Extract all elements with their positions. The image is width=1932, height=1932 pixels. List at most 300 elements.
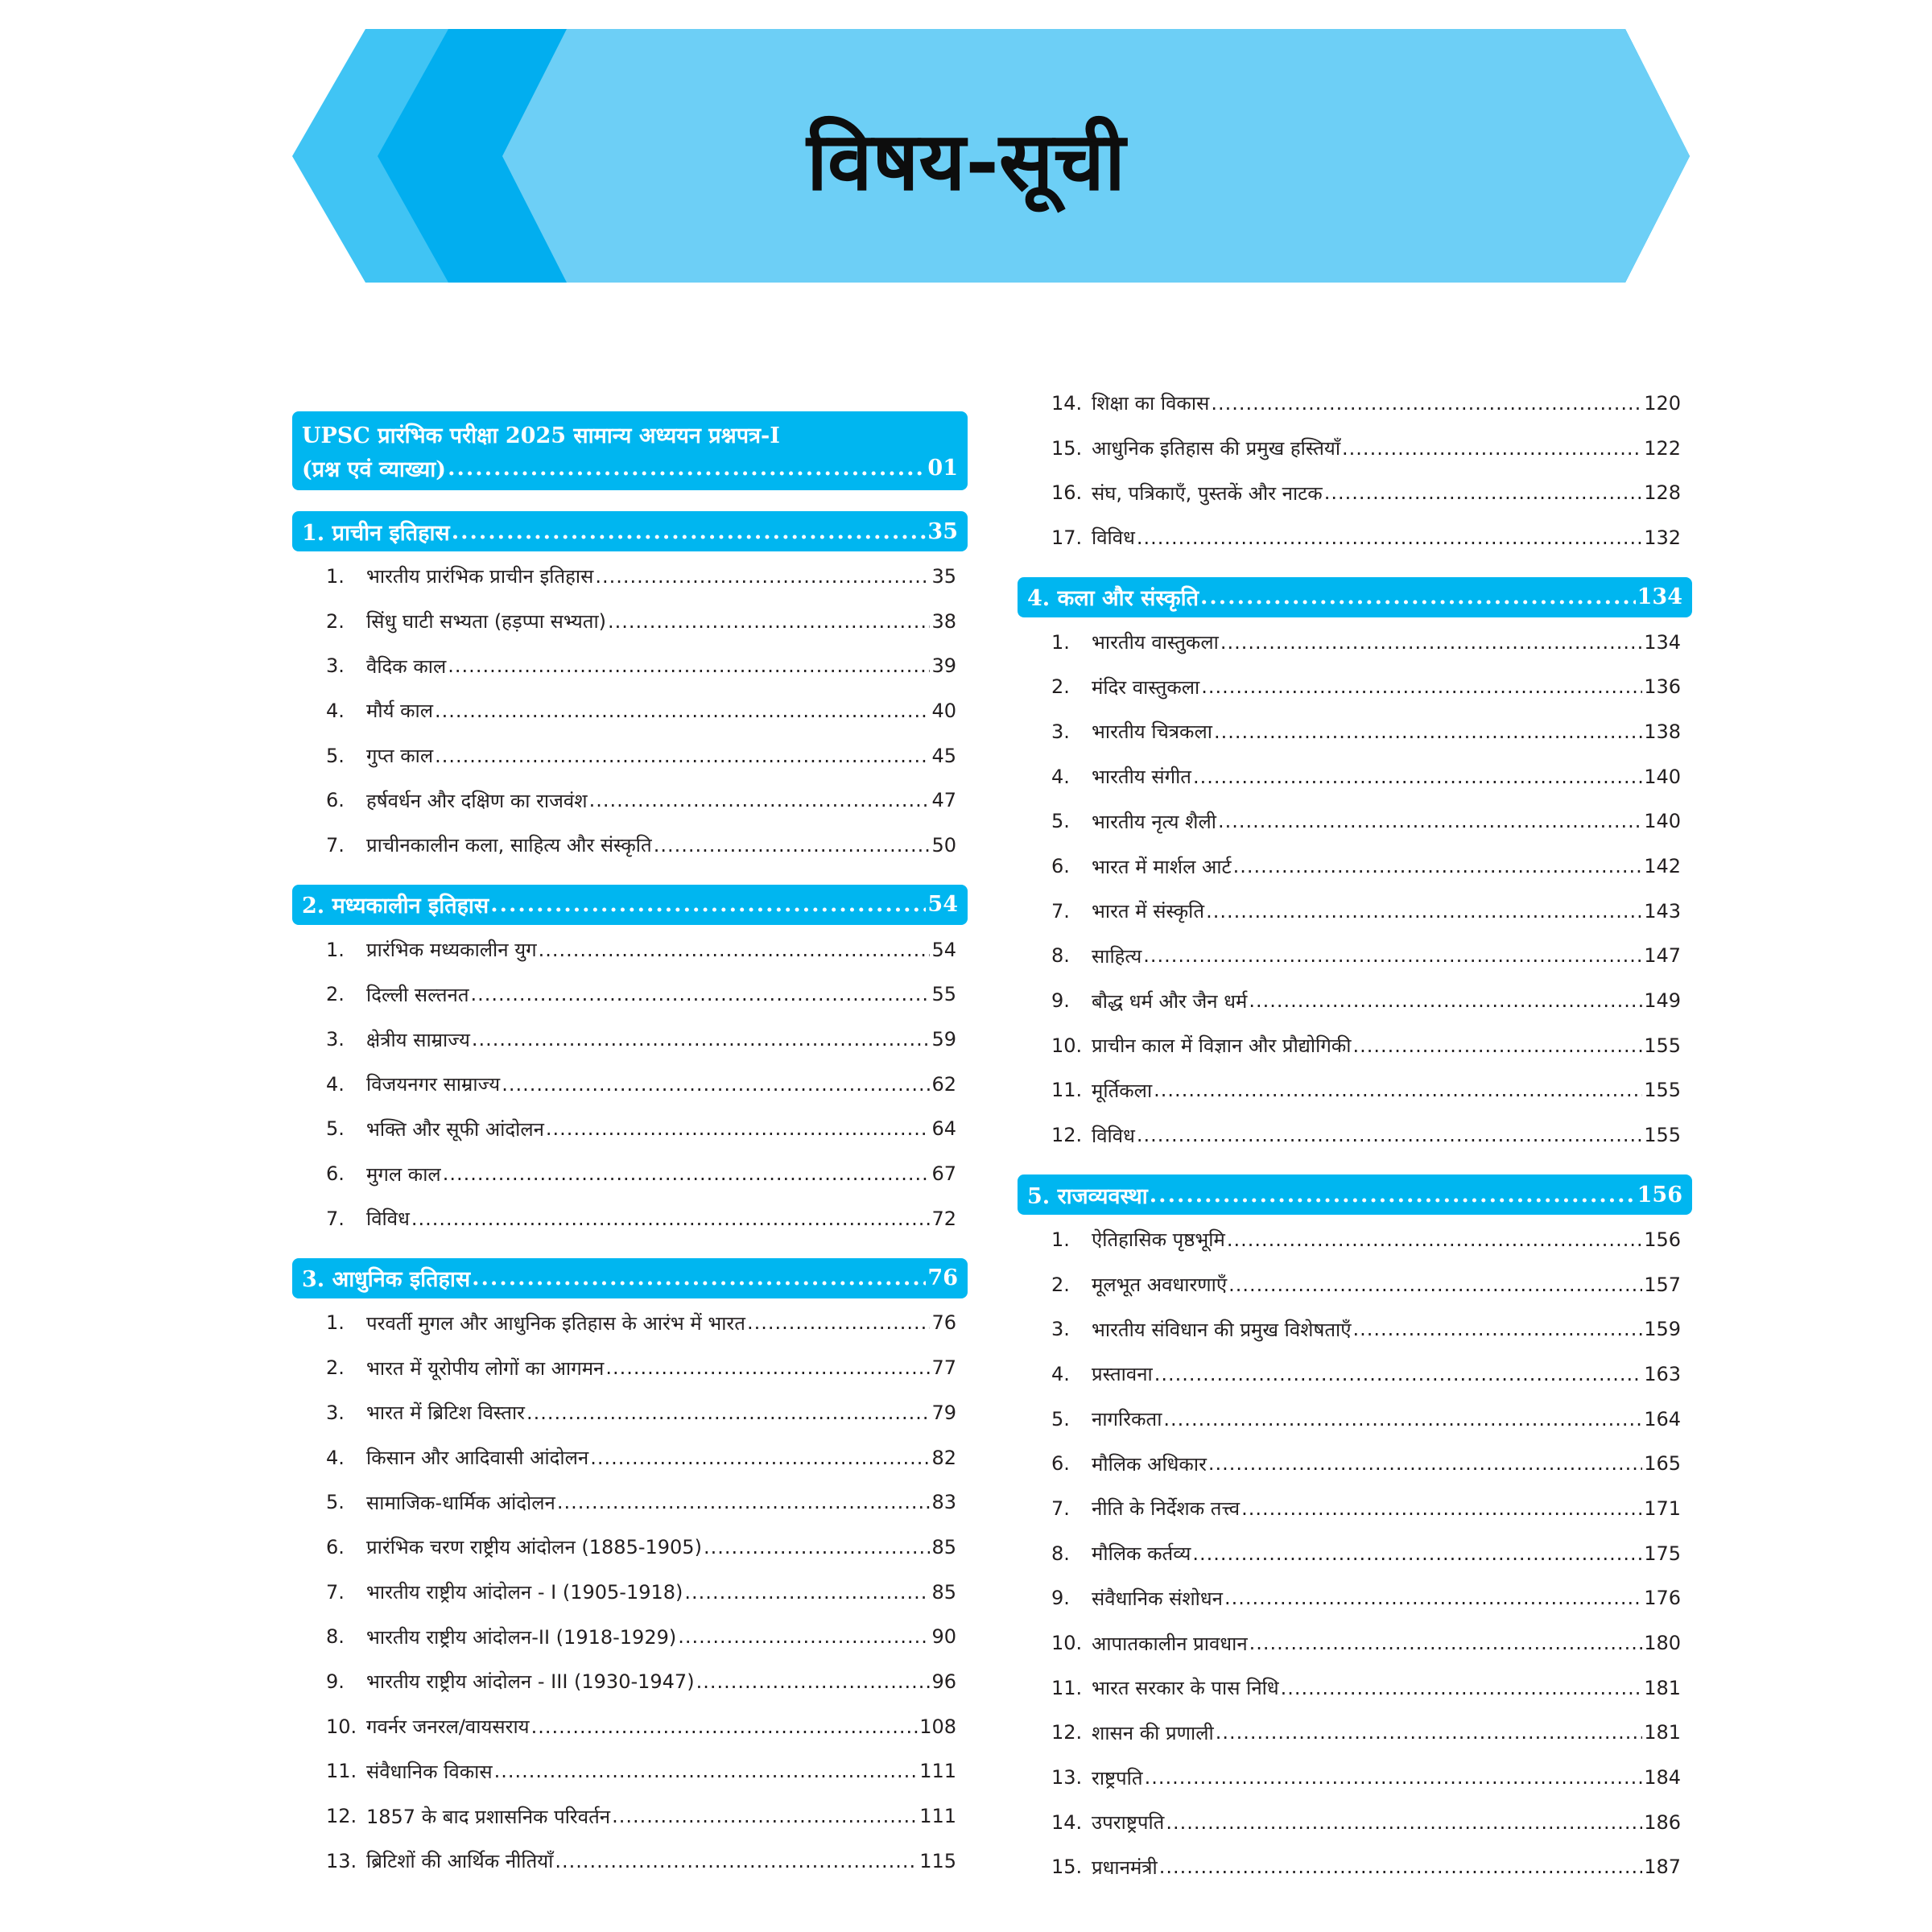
entry-number: 6. [326, 789, 345, 812]
section-heading-bar[interactable] [292, 1258, 968, 1298]
entry-page: 50 [931, 833, 956, 857]
leader-dots [1137, 1124, 1642, 1146]
entry-number: 7. [326, 833, 345, 857]
entry-number: 16. [1051, 481, 1083, 505]
entry-title: मूलभूत अवधारणाएँ [1092, 1274, 1228, 1297]
entry-number: 2. [326, 1356, 345, 1380]
leader-dots [1218, 810, 1642, 832]
entry-number: 3. [1051, 720, 1070, 743]
entry-page: 59 [931, 1028, 956, 1051]
toc-entry[interactable] [1018, 381, 1692, 426]
entry-title: मंदिर वास्तुकला [1092, 675, 1200, 699]
toc-entry[interactable] [1018, 1217, 1692, 1262]
toc-entry[interactable] [1018, 1576, 1692, 1621]
entry-page: 45 [931, 744, 956, 767]
entry-number: 6. [1051, 1452, 1070, 1476]
leader-dots [1192, 1542, 1642, 1565]
entry-title: भारतीय संगीत [1092, 766, 1191, 789]
entry-page: 115 [919, 1849, 956, 1872]
toc-entry[interactable] [1018, 1800, 1692, 1845]
toc-entry[interactable] [292, 1794, 968, 1839]
toc-entry[interactable] [292, 1345, 968, 1390]
leader-dots [1159, 1856, 1642, 1878]
entry-page: 186 [1644, 1810, 1681, 1834]
section-page: 156 [1637, 1182, 1682, 1208]
entry-title: प्रधानमंत्री [1092, 1856, 1158, 1879]
toc-entry[interactable] [292, 1062, 968, 1107]
entry-number: 5. [326, 744, 345, 767]
entry-title: क्षेत्रीय साम्राज्य [366, 1028, 470, 1051]
leader-dots [704, 1536, 931, 1558]
entry-title: भारत में यूरोपीय लोगों का आगमन [366, 1356, 605, 1380]
section-page: 35 [927, 518, 958, 544]
entry-page: 143 [1644, 899, 1681, 923]
toc-entry[interactable] [1018, 1352, 1692, 1397]
section-page: 54 [927, 892, 958, 918]
leader-dots [1154, 1363, 1642, 1385]
leader-dots [472, 1265, 926, 1290]
entry-title: विविध [1092, 526, 1135, 550]
entry-title: आधुनिक इतिहास की प्रमुख हस्तियाँ [1092, 437, 1341, 460]
toc-entry[interactable] [292, 599, 968, 644]
entry-page: 76 [931, 1311, 956, 1335]
leader-dots [1342, 437, 1642, 460]
leader-dots [1227, 1228, 1642, 1251]
toc-entry[interactable] [1018, 1262, 1692, 1307]
entry-page: 142 [1644, 855, 1681, 878]
section-page: 76 [927, 1265, 958, 1291]
toc-entry[interactable] [1018, 799, 1692, 844]
entry-title: मुगल काल [366, 1162, 441, 1186]
entry-number: 13. [326, 1849, 357, 1872]
entry-page: 149 [1644, 989, 1681, 1013]
entry-page: 35 [931, 564, 956, 588]
entry-number: 15. [1051, 436, 1083, 460]
intro-page: 01 [927, 455, 958, 481]
toc-entry[interactable] [1018, 426, 1692, 471]
toc-entry[interactable] [292, 643, 968, 688]
leader-dots [1145, 1766, 1643, 1789]
entry-number: 6. [326, 1162, 345, 1186]
toc-entry[interactable] [1018, 1068, 1692, 1113]
leader-dots [490, 892, 926, 917]
entry-page: 40 [931, 699, 956, 722]
entry-page: 38 [931, 609, 956, 633]
entry-page: 47 [931, 789, 956, 812]
toc-entry[interactable] [292, 733, 968, 778]
leader-dots [557, 1491, 931, 1513]
toc-entry[interactable] [292, 778, 968, 823]
leader-dots [443, 1162, 931, 1185]
toc-entry[interactable] [1018, 754, 1692, 799]
toc-entry[interactable] [292, 1704, 968, 1749]
entry-title: भारत में संस्कृति [1092, 900, 1205, 923]
leader-dots [1200, 584, 1636, 609]
toc-entry[interactable] [1018, 1023, 1692, 1068]
entry-number: 7. [326, 1207, 345, 1230]
section-heading: 1. प्राचीन इतिहास [302, 520, 450, 546]
toc-entry[interactable] [292, 1659, 968, 1704]
toc-entry[interactable] [292, 1196, 968, 1241]
intro-title-line2: (प्रश्न एवं व्याख्या) [302, 456, 447, 482]
entry-number: 1. [1051, 630, 1070, 654]
leader-dots [1201, 675, 1642, 698]
toc-entry[interactable] [1018, 709, 1692, 754]
entry-title: प्रारंभिक चरण राष्ट्रीय आंदोलन (1885-1905) [366, 1536, 702, 1559]
entry-page: 54 [931, 938, 956, 961]
toc-entry[interactable] [1018, 620, 1692, 665]
toc-entry[interactable] [292, 1480, 968, 1525]
entry-page: 82 [931, 1446, 956, 1469]
entry-page: 136 [1644, 675, 1681, 699]
toc-entry[interactable] [292, 688, 968, 733]
entry-title: उपराष्ट्रपति [1092, 1811, 1165, 1835]
entry-number: 4. [326, 699, 345, 722]
entry-title: गवर्नर जनरल/वायसराय [366, 1715, 530, 1739]
entry-title: भारतीय राष्ट्रीय आंदोलन - I (1905-1918) [366, 1581, 683, 1604]
entry-page: 156 [1644, 1228, 1681, 1251]
entry-page: 155 [1644, 1124, 1681, 1147]
entry-title: ऐतिहासिक पृष्ठभूमि [1092, 1228, 1225, 1252]
toc-entry[interactable] [1018, 664, 1692, 709]
entry-title: प्रस्तावना [1092, 1363, 1153, 1386]
leader-dots [1220, 631, 1642, 654]
toc-entry[interactable] [1018, 1441, 1692, 1486]
entry-number: 9. [326, 1670, 345, 1693]
entry-title: गुप्त काल [366, 745, 434, 768]
leader-dots [1353, 1034, 1643, 1057]
entry-page: 132 [1644, 526, 1681, 549]
page-title: विषय-सूची [807, 114, 1125, 208]
toc-entry[interactable] [1018, 1666, 1692, 1711]
intro-title-line1: UPSC प्रारंभिक परीक्षा 2025 सामान्य अध्ययन प्रश्नपत्र-I [302, 423, 780, 448]
entry-number: 5. [1051, 1407, 1070, 1430]
leader-dots [546, 1117, 931, 1140]
entry-page: 90 [931, 1625, 956, 1649]
entry-title: सिंधु घाटी सभ्यता (हड़प्पा सभ्यता) [366, 610, 607, 634]
toc-entry[interactable] [292, 1301, 968, 1346]
entry-page: 155 [1644, 1034, 1681, 1057]
leader-dots [452, 519, 927, 544]
section-heading-bar[interactable] [292, 511, 968, 551]
entry-title: विजयनगर साम्राज्य [366, 1073, 501, 1096]
toc-entry[interactable] [1018, 470, 1692, 515]
toc-entry[interactable] [1018, 1620, 1692, 1666]
toc-entry[interactable] [292, 1570, 968, 1615]
toc-entry[interactable] [292, 1749, 968, 1794]
entry-number: 5. [1051, 810, 1070, 833]
entry-page: 180 [1644, 1632, 1681, 1655]
entry-page: 67 [931, 1162, 956, 1186]
entry-title: वैदिक काल [366, 654, 447, 678]
entry-number: 3. [326, 654, 345, 678]
toc-entry[interactable] [1018, 1397, 1692, 1442]
leader-dots [589, 789, 931, 811]
toc-entry[interactable] [1018, 1486, 1692, 1531]
entry-title: भारतीय राष्ट्रीय आंदोलन - III (1930-1947) [366, 1670, 695, 1694]
entry-title: संवैधानिक संशोधन [1092, 1587, 1223, 1610]
entry-number: 4. [1051, 765, 1070, 788]
entry-page: 140 [1644, 810, 1681, 833]
entry-page: 111 [919, 1805, 956, 1828]
leader-dots [435, 745, 930, 767]
entry-page: 128 [1644, 481, 1681, 505]
section-heading: 2. मध्यकालीन इतिहास [302, 894, 489, 919]
leader-dots [1163, 1408, 1642, 1430]
entry-number: 3. [326, 1028, 345, 1051]
entry-title: परवर्ती मुगल और आधुनिक इतिहास के आरंभ में भारत [366, 1311, 745, 1335]
entry-page: 157 [1644, 1273, 1681, 1296]
entry-number: 11. [1051, 1676, 1083, 1699]
leader-dots [1249, 989, 1642, 1012]
toc-entry[interactable] [292, 1839, 968, 1884]
section-heading: 3. आधुनिक इतिहास [302, 1267, 471, 1293]
entry-number: 12. [326, 1805, 357, 1828]
entry-page: 55 [931, 983, 956, 1006]
toc-entry[interactable] [292, 1525, 968, 1570]
leader-dots [1224, 1587, 1642, 1609]
leader-dots [1324, 481, 1642, 504]
entry-title: आपातकालीन प्रावधान [1092, 1632, 1248, 1655]
leader-dots [1353, 1318, 1643, 1340]
entry-title: मौलिक अधिकार [1092, 1452, 1207, 1476]
entry-number: 6. [1051, 855, 1070, 878]
entry-number: 10. [1051, 1632, 1083, 1655]
section-heading-bar[interactable] [1018, 1174, 1692, 1215]
entry-number: 17. [1051, 526, 1083, 549]
leader-dots [1193, 766, 1642, 788]
entry-page: 155 [1644, 1079, 1681, 1102]
leader-dots [1249, 1632, 1643, 1654]
entry-page: 138 [1644, 720, 1681, 743]
entry-title: भारत सरकार के पास निधि [1092, 1677, 1279, 1700]
entry-title: किसान और आदिवासी आंदोलन [366, 1447, 589, 1470]
entry-number: 9. [1051, 989, 1070, 1013]
entry-title: नागरिकता [1092, 1408, 1162, 1431]
entry-number: 11. [326, 1760, 357, 1783]
entry-title: विविध [366, 1208, 410, 1231]
leader-dots [590, 1447, 930, 1469]
entry-page: 165 [1644, 1452, 1681, 1476]
toc-entry[interactable] [292, 1017, 968, 1062]
entry-number: 11. [1051, 1079, 1083, 1102]
leader-dots [1216, 1721, 1642, 1744]
entry-page: 79 [931, 1401, 956, 1424]
entry-number: 3. [326, 1401, 345, 1424]
entry-page: 163 [1644, 1362, 1681, 1385]
leader-dots [411, 1208, 931, 1230]
entry-page: 62 [931, 1072, 956, 1096]
section-heading-bar[interactable] [292, 885, 968, 925]
toc-entry[interactable] [1018, 515, 1692, 560]
entry-number: 12. [1051, 1721, 1083, 1744]
entry-number: 2. [326, 983, 345, 1006]
leader-dots [696, 1670, 931, 1693]
entry-number: 8. [1051, 944, 1070, 968]
entry-number: 2. [1051, 675, 1070, 699]
entry-number: 8. [326, 1625, 345, 1649]
entry-title: शासन की प्रणाली [1092, 1721, 1214, 1744]
leader-dots [654, 834, 931, 857]
entry-number: 8. [1051, 1542, 1070, 1565]
section-heading-bar[interactable] [1018, 577, 1692, 617]
leader-dots [1137, 526, 1642, 549]
entry-number: 5. [326, 1117, 345, 1141]
entry-number: 14. [1051, 391, 1083, 415]
toc-entry[interactable] [1018, 978, 1692, 1023]
entry-title: संघ, पत्रिकाएँ, पुस्तकें और नाटक [1092, 481, 1323, 505]
leader-dots [1150, 1183, 1636, 1208]
leader-dots [448, 654, 930, 677]
entry-page: 147 [1644, 944, 1681, 968]
entry-number: 5. [326, 1491, 345, 1514]
entry-number: 15. [1051, 1856, 1083, 1879]
leader-dots [1154, 1079, 1642, 1101]
entry-title: भारतीय चित्रकला [1092, 720, 1212, 744]
leader-dots [448, 456, 926, 481]
toc-entry[interactable] [292, 972, 968, 1018]
entry-number: 2. [326, 609, 345, 633]
entry-title: नीति के निर्देशक तत्त्व [1092, 1497, 1241, 1521]
toc-entry[interactable] [1018, 1755, 1692, 1800]
entry-page: 77 [931, 1356, 956, 1380]
leader-dots [1166, 1811, 1642, 1834]
toc-entry[interactable] [292, 1107, 968, 1152]
entry-number: 1. [326, 564, 345, 588]
entry-title: भारत में मार्शल आर्ट [1092, 855, 1232, 878]
entry-number: 12. [1051, 1124, 1083, 1147]
toc-entry[interactable] [1018, 1845, 1692, 1890]
entry-title: मौलिक कर्तव्य [1092, 1542, 1191, 1566]
toc-entry[interactable] [1018, 889, 1692, 934]
entry-page: 108 [919, 1715, 956, 1738]
leader-dots [1233, 855, 1643, 877]
leader-dots [595, 565, 930, 588]
leader-dots [1281, 1677, 1643, 1699]
leader-dots [1241, 1497, 1642, 1520]
entry-page: 140 [1644, 765, 1681, 788]
leader-dots [539, 939, 931, 961]
intro-section-bar[interactable] [292, 411, 968, 490]
entry-title: विविध [1092, 1124, 1135, 1147]
entry-number: 1. [326, 1311, 345, 1335]
entry-number: 3. [1051, 1318, 1070, 1341]
leader-dots [684, 1581, 930, 1604]
leader-dots [1143, 944, 1642, 967]
entry-number: 4. [1051, 1362, 1070, 1385]
entry-page: 120 [1644, 391, 1681, 415]
entry-number: 2. [1051, 1273, 1070, 1296]
entry-page: 64 [931, 1117, 956, 1141]
section-heading: 5. राजव्यवस्था [1027, 1183, 1148, 1209]
leader-dots [502, 1073, 930, 1096]
entry-page: 159 [1644, 1318, 1681, 1341]
entry-title: प्रारंभिक मध्यकालीन युग [366, 939, 537, 962]
toc-entry[interactable] [1018, 1307, 1692, 1352]
entry-title: प्राचीन काल में विज्ञान और प्रौद्योगिकी [1092, 1034, 1352, 1058]
entry-page: 39 [931, 654, 956, 678]
entry-title: भारतीय प्रारंभिक प्राचीन इतिहास [366, 565, 594, 588]
leader-dots [605, 1356, 930, 1379]
toc-entry[interactable] [1018, 1531, 1692, 1576]
leader-dots [555, 1850, 918, 1872]
leader-dots [678, 1625, 930, 1648]
entry-number: 4. [326, 1446, 345, 1469]
entry-page: 176 [1644, 1587, 1681, 1610]
entry-number: 7. [1051, 1496, 1070, 1520]
toc-entry[interactable] [1018, 934, 1692, 979]
entry-page: 134 [1644, 630, 1681, 654]
toc-entry[interactable] [292, 1390, 968, 1435]
entry-number: 10. [1051, 1034, 1083, 1057]
entry-number: 14. [1051, 1810, 1083, 1834]
toc-entry[interactable] [292, 1151, 968, 1196]
toc-entry[interactable] [1018, 1113, 1692, 1158]
entry-number: 1. [326, 938, 345, 961]
leader-dots [1211, 392, 1642, 415]
entry-title: भक्ति और सूफी आंदोलन [366, 1117, 544, 1141]
toc-entry[interactable] [1018, 844, 1692, 889]
toc-entry[interactable] [1018, 1711, 1692, 1756]
entry-title: हर्षवर्धन और दक्षिण का राजवंश [366, 789, 588, 812]
leader-dots [1214, 720, 1642, 743]
entry-page: 96 [931, 1670, 956, 1693]
entry-title: भारतीय वास्तुकला [1092, 631, 1219, 654]
entry-number: 7. [1051, 899, 1070, 923]
entry-page: 175 [1644, 1542, 1681, 1565]
entry-page: 85 [931, 1535, 956, 1558]
leader-dots [526, 1402, 930, 1424]
entry-page: 122 [1644, 436, 1681, 460]
entry-title: भारतीय नृत्य शैली [1092, 810, 1216, 833]
leader-dots [612, 1805, 918, 1827]
entry-title: भारतीय राष्ट्रीय आंदोलन-II (1918-1929) [366, 1625, 677, 1649]
entry-title: मौर्य काल [366, 700, 434, 723]
entry-number: 6. [326, 1535, 345, 1558]
leader-dots [494, 1760, 919, 1782]
leader-dots [608, 610, 930, 633]
entry-page: 83 [931, 1491, 956, 1514]
section-page: 134 [1637, 584, 1682, 610]
toc-entry[interactable] [292, 1435, 968, 1480]
entry-number: 1. [1051, 1228, 1070, 1251]
toc-entry[interactable] [292, 823, 968, 868]
entry-title: शिक्षा का विकास [1092, 392, 1210, 415]
toc-entry[interactable] [292, 554, 968, 599]
entry-title: प्राचीनकालीन कला, साहित्य और संस्कृति [366, 834, 652, 857]
entry-title: सामाजिक-धार्मिक आंदोलन [366, 1491, 555, 1514]
leader-dots [1206, 900, 1642, 923]
entry-page: 111 [919, 1760, 956, 1783]
leader-dots [1208, 1452, 1642, 1475]
section-heading: 4. कला और संस्कृति [1027, 586, 1199, 612]
entry-title: 1857 के बाद प्रशासनिक परिवर्तन [366, 1805, 611, 1828]
entry-title: दिल्ली सल्तनत [366, 983, 469, 1006]
entry-number: 13. [1051, 1766, 1083, 1790]
toc-entry[interactable] [292, 1614, 968, 1659]
entry-page: 187 [1644, 1856, 1681, 1879]
entry-number: 9. [1051, 1587, 1070, 1610]
entry-number: 4. [326, 1072, 345, 1096]
entry-title: भारत में ब्रिटिश विस्तार [366, 1402, 525, 1425]
toc-entry[interactable] [292, 927, 968, 972]
left-column [292, 411, 968, 1884]
leader-dots [471, 983, 931, 1005]
leader-dots [1228, 1274, 1642, 1296]
entry-title: ब्रिटिशों की आर्थिक नीतियाँ [366, 1850, 554, 1873]
entry-page: 164 [1644, 1407, 1681, 1430]
leader-dots [472, 1028, 931, 1051]
